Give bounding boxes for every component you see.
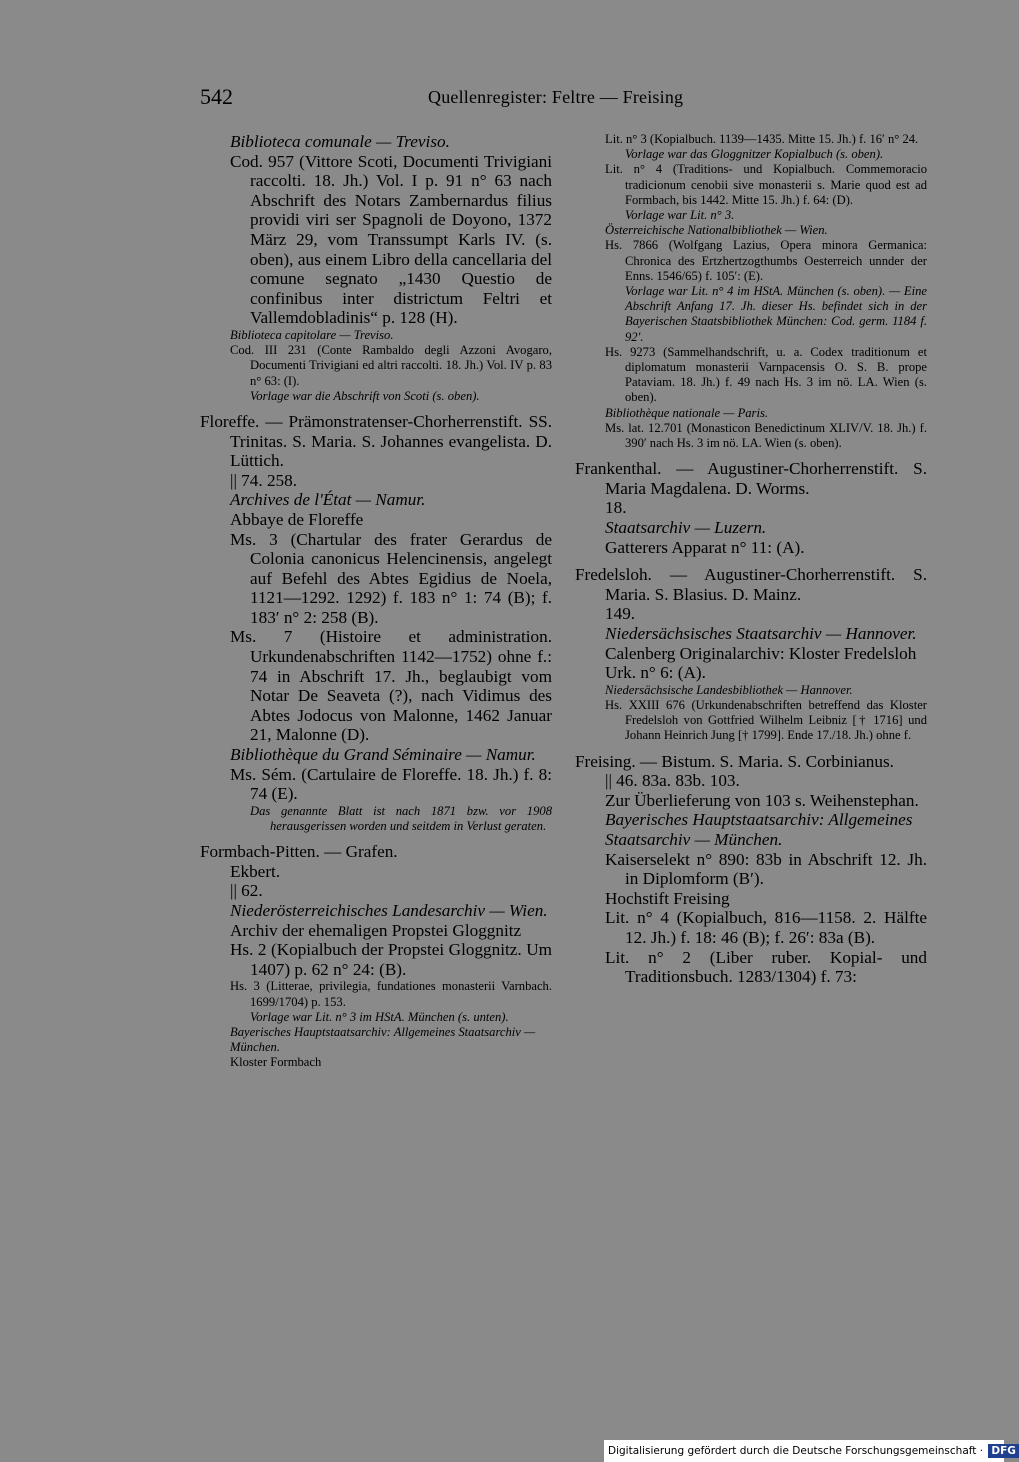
archive-heading: Niedersächsisches Staatsarchiv — Hannover. xyxy=(605,624,917,644)
archive-heading: Staatsarchiv — Luzern. xyxy=(605,518,767,538)
entry-refs: 149. xyxy=(605,604,636,624)
running-head: Quellenregister: Feltre — Freising xyxy=(428,87,684,107)
entry-refs: || 46. 83a. 83b. 103. xyxy=(605,771,740,791)
archive-heading: Archives de l'État — Namur. xyxy=(230,490,426,510)
entry-title: Formbach-Pitten. — Grafen. xyxy=(200,842,398,862)
document-entry: Lit. n° 3 (Kopialbuch. 1139—1435. Mitte 15. Jh.) f. 16′ n° 24. xyxy=(605,132,919,146)
entry-subheading: Zur Überlieferung von 103 s. Weihenstephan. xyxy=(605,790,919,810)
entry-subheading: Ekbert. xyxy=(230,861,281,881)
entry-title: Freising. — Bistum. S. Maria. S. Corbinianus. xyxy=(575,751,894,771)
document-note: Vorlage war Lit. n° 3. xyxy=(625,208,735,223)
document-note: Vorlage war Lit. n° 4 im HStA. München (s. oben). — Eine Abschrift Anfang 17. Jh. dieser Hs. befindet sich in der Bayerischen Staatsbibliothek München: Cod. germ. 1184 f. 92′. xyxy=(625,284,927,344)
page-header xyxy=(0,84,1000,114)
document-entry: Ms. lat. 12.701 (Monasticon Benedictinum XLIV/V. 18. Jh.) f. 390′ nach Hs. 3 im nö. LA. Wien (s. oben). xyxy=(605,420,927,451)
archive-heading: Bayerisches Hauptstaatsarchiv: Allgemeines Staatsarchiv — München. xyxy=(230,1025,536,1055)
document-note: Vorlage war Lit. n° 3 im HStA. München (s. unten). xyxy=(250,1009,509,1024)
archive-heading: Bayerisches Hauptstaatsarchiv: Allgemeines Staatsarchiv — München. xyxy=(605,810,913,849)
document-entry: Kaiserselekt n° 890: 83b in Abschrift 12. Jh. in Diplomform (B′). xyxy=(605,849,927,889)
archive-heading: Niederösterreichisches Landesarchiv — Wien. xyxy=(230,901,548,921)
archive-heading: Niedersächsische Landesbibliothek — Hannover. xyxy=(605,682,853,697)
document-entry: Ms. 7 (Histoire et administration. Urkundenabschriften 1142—1752) ohne f.: 74 in Abschrift 17. Jh., beglaubigt vom Notar De Seaveta (?), nach Vidimus des Abtes Jodocus von Malonne, 1462 Januar 21, Malonne (D). xyxy=(230,627,552,745)
document-note: Vorlage war die Abschrift von Scoti (s. oben). xyxy=(250,388,480,403)
document-note: Das genannte Blatt ist nach 1871 bzw. vor 1908 herausgerissen worden und seitdem in Verlust geraten. xyxy=(250,803,552,834)
dfg-logo: DFG xyxy=(988,1444,1019,1458)
entry-refs: || 62. xyxy=(230,881,263,901)
page-number: 542 xyxy=(200,84,233,109)
document-entry: Gatterers Apparat n° 11: (A). xyxy=(605,537,805,557)
archive-subheading: Abbaye de Floreffe xyxy=(230,509,364,529)
entry-refs: 18. xyxy=(605,498,627,518)
document-entry: Lit. n° 4 (Kopialbuch, 816—1158. 2. Hälfte 12. Jh.) f. 18: 46 (B); f. 26′: 83a (B). xyxy=(605,908,927,947)
archive-subheading: Kloster Formbach xyxy=(230,1055,322,1070)
document-entry: Hs. 7866 (Wolfgang Lazius, Opera minora Germanica: Chronica des Ertzhertzogthumbs Oesterreich unnder der Enns. 1546/65) f. 105′: (E). xyxy=(605,238,927,283)
document-entry: Hs. 2 (Kopialbuch der Propstei Gloggnitz. Um 1407) p. 62 n° 24: (B). xyxy=(230,940,552,979)
funding-text: Digitalisierung gefördert durch die Deutsche Forschungsgemeinschaft · xyxy=(608,1445,984,1457)
archive-subheading: Archiv der ehemaligen Propstei Gloggnitz xyxy=(230,920,522,940)
document-entry: Hs. 3 (Litterae, privilegia, fundationes monasterii Varnbach. 1699/1704) p. 153. xyxy=(230,979,552,1009)
right-column xyxy=(575,132,927,987)
entry-refs: || 74. 258. xyxy=(230,470,298,490)
document-entry: Urk. n° 6: (A). xyxy=(605,663,706,683)
entry-title: Fredelsloh. — Augustiner-Chorherrenstift. S. Maria. S. Blasius. D. Mainz. xyxy=(575,565,927,604)
document-entry: Lit. n° 2 (Liber ruber. Kopial- und Traditionsbuch. 1283/1304) f. 73: xyxy=(605,947,927,987)
archive-heading: Biblioteca capitolare — Treviso. xyxy=(230,327,394,342)
document-entry: Ms. 3 (Chartular des frater Gerardus de Colonia canonicus Helencinensis, angelegt auf Befehl des Abtes Egidius de Noela, 1121—1292. 1292) f. 183 n° 1: 74 (B); f. 183′ n° 2: 258 (B). xyxy=(230,529,552,627)
funding-footer xyxy=(604,1440,1016,1462)
entry-title: Frankenthal. — Augustiner-Chorherrenstift. S. Maria Magdalena. D. Worms. xyxy=(575,459,927,498)
archive-heading: Österreichische Nationalbibliothek — Wien. xyxy=(605,223,828,238)
entry-title: Floreffe. — Prämonstratenser-Chorherrenstift. SS. Trinitas. S. Maria. S. Johannes evangelista. D. Lüttich. xyxy=(200,411,552,471)
document-entry: Ms. Sém. (Cartulaire de Floreffe. 18. Jh.) f. 8: 74 (E). xyxy=(230,764,552,804)
archive-heading: Bibliothèque du Grand Séminaire — Namur. xyxy=(230,745,536,765)
document-entry: Hs. 9273 (Sammelhandschrift, u. a. Codex traditionum et diplomatum monasterii Varnpacensis O. S. B. prope Pataviam. 18. Jh.) f. 49 nach Hs. 3 im nö. LA. Wien (s. oben). xyxy=(605,344,927,405)
document-entry: Hs. XXIII 676 (Urkundenabschriften betreffend das Kloster Fredelsloh von Gottfried Wilhelm Leibniz [† 1716] und Johann Heinrich Jung [† 1799]. Ende 17./18. Jh.) ohne f. xyxy=(605,698,927,743)
archive-subheading: Hochstift Freising xyxy=(605,888,730,908)
document-note: Vorlage war das Gloggnitzer Kopialbuch (s. oben). xyxy=(625,147,884,162)
archive-heading: Biblioteca comunale — Treviso. xyxy=(230,132,450,151)
archive-subheading: Calenberg Originalarchiv: Kloster Fredelsloh xyxy=(605,643,917,663)
document-entry: Lit. n° 4 (Traditions- und Kopialbuch. Commemoracio tradicionum cenobii sive monasterii s. Marie quod est ad Formbach, bis 1442. Mitte 15. Jh.) f. 64: (D). xyxy=(605,162,927,207)
document-entry: Cod. 957 (Vittore Scoti, Documenti Trivigiani raccolti. 18. Jh.) Vol. I p. 91 n° 63 nach Abschrift des Notars Zambernardus filius providi viri ser Spagnoli de Doyono, 1372 März 29, vom Transsumpt Karls IV. (s. oben), aus einem Libro della cancellaria del comune segnato „1430 Questio de confinibus inter districtum Feltri et Vallemdobladinis“ p. 128 (H). xyxy=(230,151,552,328)
archive-heading: Bibliothèque nationale — Paris. xyxy=(605,405,769,420)
document-entry: Cod. III 231 (Conte Rambaldo degli Azzoni Avogaro, Documenti Trivigiani ed altri raccolti. 18. Jh.) Vol. IV p. 83 n° 63: (I). xyxy=(230,343,552,388)
left-column xyxy=(200,132,552,1071)
